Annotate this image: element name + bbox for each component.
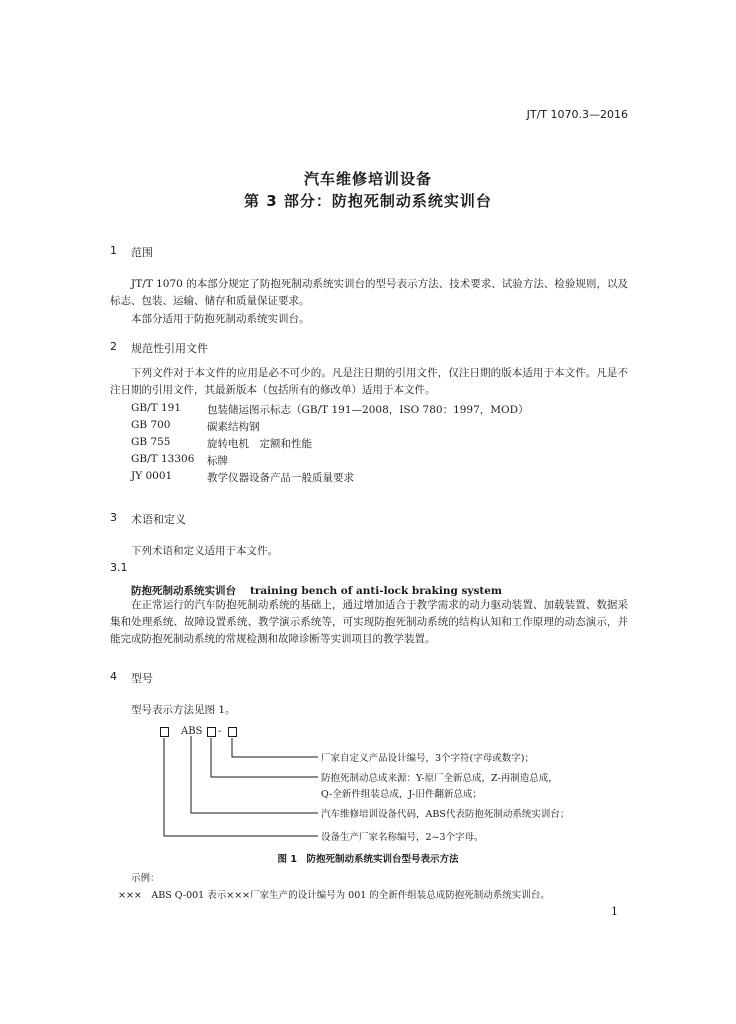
abs-code-label: 汽车维修培训设备代码，ABS代表防抱死制动系统实训台； xyxy=(321,809,570,820)
manufacturer-label: 设备生产厂家名称编号，2~3个字母。 xyxy=(321,832,484,843)
abs-code: ABS xyxy=(181,726,203,737)
reference-title: 旋转电机 定额和性能 xyxy=(207,438,312,450)
code-separator: - xyxy=(218,726,222,737)
section-1-paragraph-2: 本部分适用于防抱死制动系统实训台。 xyxy=(131,313,310,325)
section-1-title: 范围 xyxy=(131,246,153,259)
term-name-en: training bench of anti-lock braking system xyxy=(250,585,503,597)
reference-code: GB/T 191 xyxy=(131,402,182,414)
design-number-leader xyxy=(232,738,318,757)
section-2-intro: 下列文件对于本文件的应用是必不可少的。凡是注日期的引用文件，仅注日期的版本适用于本文件。凡是不注日期的引用文件，其最新版本（包括所有的修改单）适用于本文件。 xyxy=(110,367,628,396)
reference-title: 包装储运图示标志（GB/T 191—2008，ISO 780：1997，MOD） xyxy=(207,404,529,416)
standard-code: JT/T 1070.3—2016 xyxy=(526,108,628,121)
title-line-2: 第 3 部分：防抱死制动系统实训台 xyxy=(244,192,492,210)
example-text: ××× ABS Q-001 表示×××厂家生产的设计编号为 001 的全新件组装总成防抱死制动系统实训台。 xyxy=(118,890,550,901)
reference-code: JY 0001 xyxy=(131,470,173,482)
section-2-title: 规范性引用文件 xyxy=(131,342,208,355)
title-line-1: 汽车维修培训设备 xyxy=(303,170,432,188)
section-3-number: 3 xyxy=(110,511,117,524)
section-4-number: 4 xyxy=(110,670,117,683)
source-label-line-2: Q-全新件组装总成，J-旧件翻新总成； xyxy=(321,789,482,800)
reference-code: GB/T 13306 xyxy=(131,453,195,465)
reference-code: GB 755 xyxy=(131,436,171,448)
section-1-number: 1 xyxy=(110,244,117,257)
term-number: 3.1 xyxy=(110,561,128,574)
section-4-intro: 型号表示方法见图 1。 xyxy=(131,704,236,716)
figure-caption: 图 1 防抱死制动系统实训台型号表示方法 xyxy=(277,854,459,865)
section-4-title: 型号 xyxy=(131,672,153,685)
section-3-title: 术语和定义 xyxy=(131,513,186,526)
section-2-number: 2 xyxy=(110,340,117,353)
manufacturer-leader xyxy=(164,738,318,836)
section-1-paragraph-1: JT/T 1070 的本部分规定了防抱死制动系统实训台的型号表示方法、技术要求、试验方法、检验规则，以及标志、包装、运输、储存和质量保证要求。 xyxy=(110,278,628,307)
example-label: 示例： xyxy=(131,873,160,884)
abs-code-leader xyxy=(191,736,318,813)
section-3-intro: 下列术语和定义适用于本文件。 xyxy=(131,545,278,557)
term-definition: 在正常运行的汽车防抱死制动系统的基础上，通过增加适合于教学需求的动力驱动装置、加载装置、数据采集和处理系统、故障设置系统、教学演示系统等，可实现防抱死制动系统的结构认知和工作原理的动态演示，并能完成防抱死制动系统的常规检测和故障诊断等实训项目的教学装置。 xyxy=(110,599,628,645)
page-number: 1 xyxy=(611,905,618,918)
reference-title: 碳素结构钢 xyxy=(207,421,260,433)
term-name-cn: 防抱死制动系统实训台 xyxy=(131,585,236,597)
reference-code: GB 700 xyxy=(131,419,171,431)
design-number-label: 厂家自定义产品设计编号，3个字符(字母或数字)； xyxy=(321,753,534,764)
reference-title: 标牌 xyxy=(207,455,228,467)
reference-title: 教学仪器设备产品一般质量要求 xyxy=(207,472,354,484)
source-label-line-1: 防抱死制动总成来源：Y-原厂全新总成，Z-再制造总成， xyxy=(321,773,558,784)
